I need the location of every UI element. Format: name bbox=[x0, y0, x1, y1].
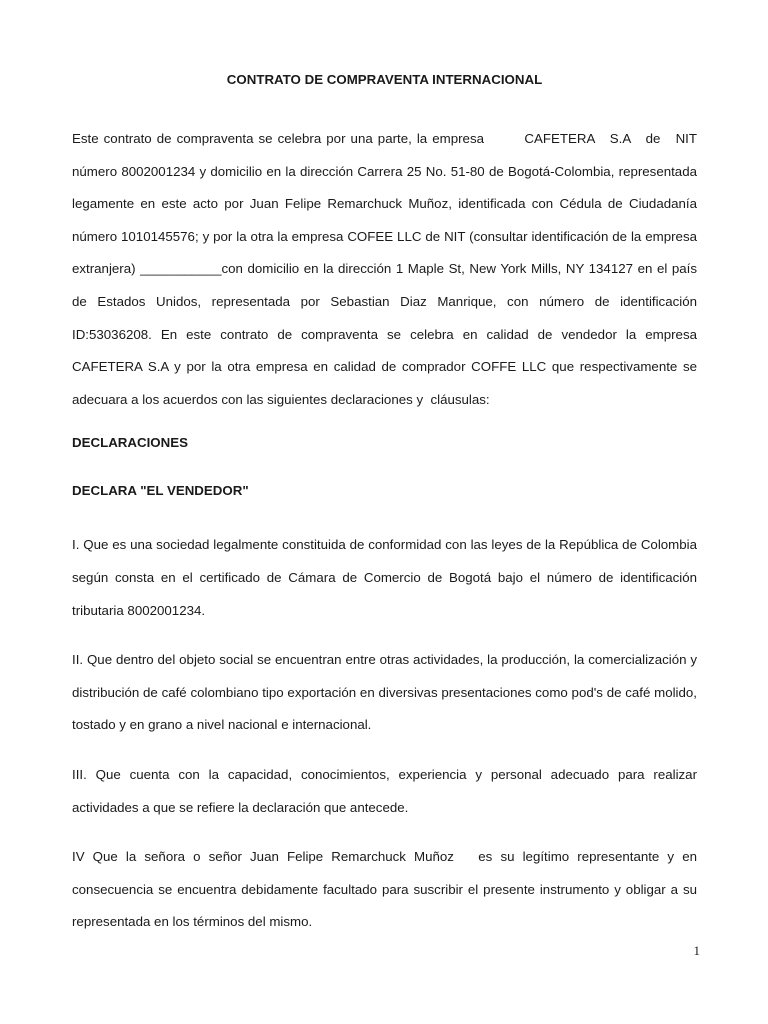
intro-paragraph: Este contrato de compraventa se celebra por una parte, la empresa CAFETERA S.A de NIT número 8002001234 y domicilio en la dirección Carrera 25 No. 51-80 de Bogotá-Colombia, representada legamente en este acto por Juan Felipe Remarchuck Muñoz, identificada con Cédula de Ciudadanía número 1010145576; y por la otra la empresa COFEE LLC de NIT (consultar identificación de la empresa extranjera) ___________con domicilio en la dirección 1 Maple St, New York Mills, NY 134127 en el país de Estados Unidos, representada por Sebastian Diaz Manrique, con número de identificación ID:53036208. En este contrato de compraventa se celebra en calidad de vendedor la empresa CAFETERA S.A y por la otra empresa en calidad de comprador COFFE LLC que respectivamente se adecuara a los acuerdos con las siguientes declaraciones y cláusulas: bbox=[72, 131, 701, 407]
declaration-1: I. Que es una sociedad legalmente constituida de conformidad con las leyes de la República de Colombia según consta en el certificado de Cámara de Comercio de Bogotá bajo el número de identificación tributaria 8002001234. bbox=[72, 537, 697, 618]
declaration-2: II. Que dentro del objeto social se encuentran entre otras actividades, la producción, la comercialización y distribución de café colombiano tipo exportación en diversivas presentaciones como pod's de café molido, tostado y en grano a nivel nacional e internacional. bbox=[72, 652, 697, 733]
subsection-heading-vendedor: DECLARA "EL VENDEDOR" bbox=[72, 483, 249, 499]
document-title: CONTRATO DE COMPRAVENTA INTERNACIONAL bbox=[226, 72, 543, 87]
section-heading-declaraciones: DECLARACIONES bbox=[72, 435, 188, 451]
page-number: 1 bbox=[693, 943, 700, 958]
document-body bbox=[72, 70, 701, 939]
declaration-4: IV Que la señora o señor Juan Felipe Remarchuck Muñoz es su legítimo representante y en consecuencia se encuentra debidamente facultado para suscribir el presente instrumento y obligar a su representada en los términos del mismo. bbox=[72, 849, 701, 930]
declaration-3: III. Que cuenta con la capacidad, conocimientos, experiencia y personal adecuado para realizar actividades a que se refiere la declaración que antecede. bbox=[72, 766, 697, 815]
